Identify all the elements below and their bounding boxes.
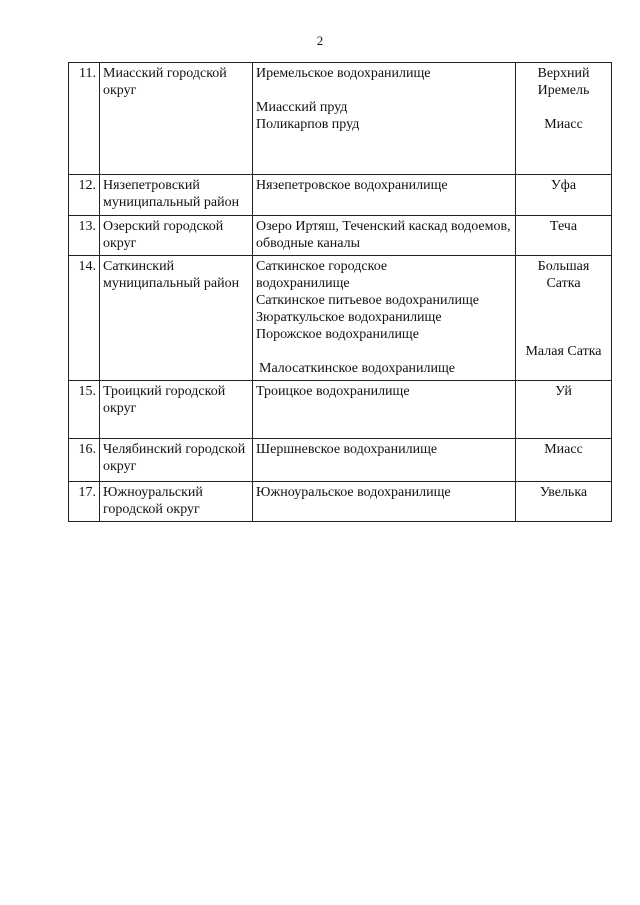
row-number: 17.	[69, 482, 100, 522]
river-cell	[516, 216, 612, 256]
reservoir-name: Зюраткульское водохранилище	[256, 310, 442, 325]
river-name: Сатка	[546, 276, 581, 291]
row-number: 15.	[69, 381, 100, 439]
river-cell	[516, 439, 612, 482]
row-number: 12.	[69, 175, 100, 216]
river-cell	[516, 256, 612, 381]
river-cell	[516, 175, 612, 216]
reservoir-name: Нязепетровское водохранилище	[256, 178, 448, 193]
reservoir-name: Южноуральское водохранилище	[256, 485, 451, 500]
river-name: Теча	[549, 219, 578, 234]
reservoir-name: Порожское водохранилище	[256, 327, 419, 342]
river-name: Большая	[537, 259, 590, 274]
river-cell	[516, 63, 612, 175]
district-cell: Южноуральский городской округ	[100, 482, 253, 522]
reservoir-name: Малосаткинское водохранилище	[259, 361, 456, 376]
river-name: Иремель	[537, 83, 590, 98]
river-name: Миасс	[544, 442, 583, 457]
row-number: 16.	[69, 439, 100, 482]
river-name: Миасс	[544, 117, 583, 132]
reservoir-cell	[253, 381, 516, 439]
reservoir-name: Иремельское водохранилище	[256, 66, 431, 81]
district-cell: Нязепетровский муниципальный район	[100, 175, 253, 216]
district-cell: Миасский городской округ	[100, 63, 253, 175]
river-cell	[516, 381, 612, 439]
district-cell: Саткинский муниципальный район	[100, 256, 253, 381]
district-cell: Челябинский городской округ	[100, 439, 253, 482]
row-number: 11.	[69, 63, 100, 175]
reservoir-name: Миасский пруд	[256, 100, 348, 115]
reservoir-name: Саткинское городское	[256, 259, 388, 274]
table-row	[69, 482, 612, 522]
reservoir-cell	[253, 175, 516, 216]
district-cell: Озерский городской округ	[100, 216, 253, 256]
river-name: Малая Сатка	[525, 344, 602, 359]
river-name: Увелька	[539, 485, 588, 500]
row-number: 13.	[69, 216, 100, 256]
reservoirs-table	[68, 62, 612, 522]
reservoir-name: Озеро Иртяш, Теченский каскад водоемов, обводные каналы	[256, 219, 511, 251]
reservoir-cell	[253, 482, 516, 522]
district-cell: Троицкий городской округ	[100, 381, 253, 439]
reservoir-cell	[253, 63, 516, 175]
table-row	[69, 439, 612, 482]
row-number: 14.	[69, 256, 100, 381]
table-row	[69, 256, 612, 381]
table-row	[69, 175, 612, 216]
reservoir-name: водохранилище	[256, 276, 350, 291]
reservoir-name: Саткинское питьевое водохранилище	[256, 293, 479, 308]
page-number: 2	[316, 33, 324, 48]
reservoir-cell	[253, 439, 516, 482]
reservoir-name: Поликарпов пруд	[256, 117, 360, 132]
reservoir-cell	[253, 216, 516, 256]
table-row	[69, 63, 612, 175]
table-row	[69, 216, 612, 256]
river-name: Уфа	[550, 178, 577, 193]
river-name: Уй	[555, 384, 572, 399]
reservoir-name: Троицкое водохранилище	[256, 384, 410, 399]
river-cell	[516, 482, 612, 522]
reservoir-cell	[253, 256, 516, 381]
table-row	[69, 381, 612, 439]
river-name: Верхний	[537, 66, 590, 81]
reservoir-name: Шершневское водохранилище	[256, 442, 438, 457]
